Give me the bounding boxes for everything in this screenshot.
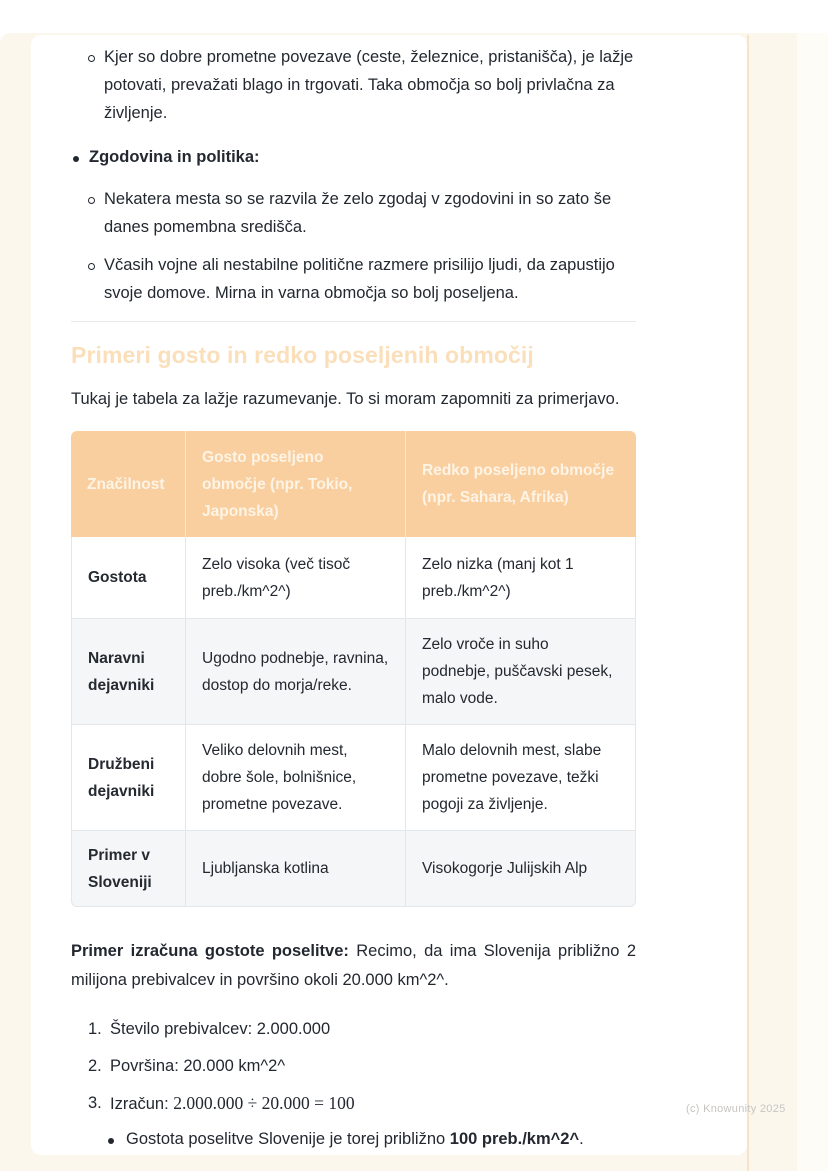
row-dense-cell: Zelo visoka (več tisoč preb./km^2^) xyxy=(186,537,406,619)
step-text: Število prebivalcev: 2.000.000 xyxy=(110,1020,331,1038)
list-item-text: Kjer so dobre prometne povezave (ceste, železnice, pristanišča), je lažje potovati, prevažati blago in trgovati. Taka območja so bolj privlačna za življenje. xyxy=(104,48,634,122)
example-paragraph xyxy=(71,937,636,995)
circle-bullet-icon xyxy=(88,185,104,241)
list-item xyxy=(71,185,636,241)
step-number: 3. xyxy=(88,1094,102,1112)
list-item xyxy=(71,43,636,127)
row-sparse-cell: Malo delovnih mest, slabe prometne povezave, težki pogoji za življenje. xyxy=(406,725,636,831)
example-lead-text: Recimo, da ima Slovenija približno 2 milijona prebivalcev in površino okoli 20.000 km^2^. xyxy=(71,942,637,989)
list-item-heading: Zgodovina in politika: xyxy=(89,148,260,166)
document-page xyxy=(31,35,747,1155)
page-edge-line xyxy=(747,35,749,1171)
list-item xyxy=(71,143,636,171)
table-header-dense: Gosto poseljeno območje (npr. Tokio, Japonska) xyxy=(186,431,406,537)
row-sparse-cell: Zelo nizka (manj kot 1 preb./km^2^) xyxy=(406,537,636,619)
comparison-table xyxy=(71,431,636,907)
step-text xyxy=(110,1089,355,1119)
circle-bullet-icon xyxy=(88,43,104,127)
table-header-feature: Značilnost xyxy=(71,431,186,537)
conclusion-suffix: . xyxy=(579,1130,584,1148)
row-dense-cell: Ugodno podnebje, ravnina, dostop do morja/reke. xyxy=(186,619,406,725)
list-item-text: Nekatera mesta so se razvila že zelo zgodaj v zgodovini in so zato še danes pomembna središča. xyxy=(104,190,612,236)
math-expression: 2.000.000 ÷ 20.000 = 100 xyxy=(173,1093,355,1113)
row-label: Gostota xyxy=(71,537,186,619)
row-label: Primer v Sloveniji xyxy=(71,831,186,907)
table-row xyxy=(71,725,636,831)
step-number: 1. xyxy=(88,1020,102,1038)
step-number: 2. xyxy=(88,1057,102,1075)
row-sparse-cell: Visokogorje Julijskih Alp xyxy=(406,831,636,907)
conclusion-text xyxy=(126,1125,584,1154)
watermark: (c) Knowunity 2025 xyxy=(686,1103,786,1115)
table-header-sparse: Redko poseljeno območje (npr. Sahara, Afrika) xyxy=(406,431,636,537)
conclusion-bold: 100 preb./km^2^ xyxy=(449,1130,580,1148)
conclusion-prefix: Gostota poselitve Slovenije je torej približno xyxy=(126,1130,450,1148)
step-item xyxy=(71,1089,636,1119)
example-lead-bold: Primer izračuna gostote poselitve: xyxy=(71,942,349,960)
section-divider xyxy=(71,321,636,322)
circle-bullet-icon xyxy=(88,251,104,307)
step-item xyxy=(71,1052,636,1081)
steps-list xyxy=(71,1015,636,1154)
bullet-icon xyxy=(73,143,89,171)
step-text-prefix: Izračun: xyxy=(110,1095,174,1113)
row-sparse-cell: Zelo vroče in suho podnebje, puščavski pesek, malo vode. xyxy=(406,619,636,725)
conclusion-item xyxy=(71,1125,636,1154)
step-text: Površina: 20.000 km^2^ xyxy=(110,1057,286,1075)
bullet-icon xyxy=(108,1125,126,1154)
section-heading: Primeri gosto in redko poseljenih območij xyxy=(71,342,534,368)
document-content xyxy=(71,43,636,1154)
list-item-text: Včasih vojne ali nestabilne politične razmere prisilijo ljudi, da zapustijo svoje domove. Mirna in varna območja so bolj poseljena. xyxy=(104,256,615,302)
table-header-row xyxy=(71,431,636,537)
table-row xyxy=(71,619,636,725)
table-row xyxy=(71,537,636,619)
step-item xyxy=(71,1015,636,1044)
table-row xyxy=(71,831,636,907)
intro-paragraph: Tukaj je tabela za lažje razumevanje. To si moram zapomniti za primerjavo. xyxy=(71,390,620,408)
list-item xyxy=(71,251,636,307)
right-margin-band xyxy=(797,33,828,1171)
row-dense-cell: Ljubljanska kotlina xyxy=(186,831,406,907)
row-label: Družbeni dejavniki xyxy=(71,725,186,831)
row-label: Naravni dejavniki xyxy=(71,619,186,725)
row-dense-cell: Veliko delovnih mest, dobre šole, bolnišnice, prometne povezave. xyxy=(186,725,406,831)
